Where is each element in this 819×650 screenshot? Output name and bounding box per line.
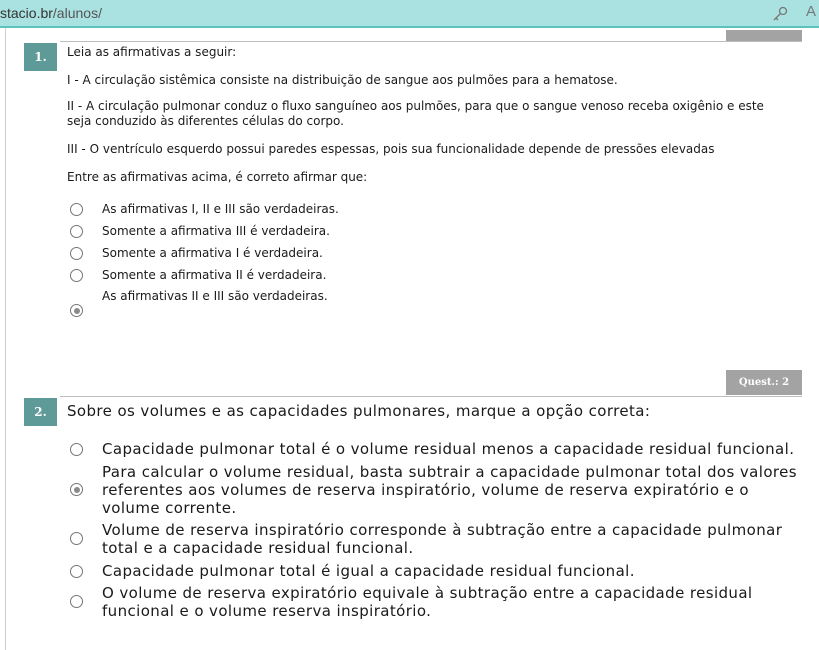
q1-option-2-label[interactable]: Somente a afirmativa III é verdadeira. <box>102 224 330 238</box>
q1-statement-3: III - O ventrículo esquerdo possui paredes espessas, pois sua funcionalidade depende de pressões elevadas <box>67 142 715 156</box>
q2-option-4-label[interactable]: Capacidade pulmonar total é igual a capacidade residual funcional. <box>102 562 635 580</box>
q2-option-2-label[interactable]: Para calcular o volume residual, basta subtrair a capacidade pulmonar total dos valores referentes aos volumes de reserva inspiratório, volume de reserva expiratório e o volume corrente. <box>102 463 797 517</box>
q1-statement-2: II - A circulação pulmonar conduz o fluxo sanguíneo aos pulmões, para que o sangue venoso receba oxigênio e este seja conduzido às diferentes células do corpo. <box>67 99 764 128</box>
q2-option-5-label[interactable]: O volume de reserva expiratório equivale à subtração entre a capacidade residual funcional e o volume reserva inspiratório. <box>102 584 753 620</box>
q1-option-5-label[interactable]: As afirmativas II e III são verdadeiras. <box>102 289 328 303</box>
q1-option-3-label[interactable]: Somente a afirmativa I é verdadeira. <box>102 246 323 260</box>
q2-option-1-label[interactable]: Capacidade pulmonar total é o volume residual menos a capacidade residual funcional. <box>102 440 795 458</box>
q1-option-4-label[interactable]: Somente a afirmativa II é verdadeira. <box>102 268 327 282</box>
reader-mode-icon[interactable]: A <box>806 3 817 20</box>
q1-option-4-radio[interactable] <box>70 269 83 282</box>
content-border <box>5 28 6 650</box>
q1-option-2-radio[interactable] <box>70 225 83 238</box>
q1-statement-1: I - A circulação sistêmica consiste na distribuição de sangue aos pulmões para a hematose. <box>67 73 618 87</box>
q1-option-3-radio[interactable] <box>70 247 83 260</box>
q1-intro: Leia as afirmativas a seguir: <box>67 45 237 59</box>
q1-separator <box>60 41 802 42</box>
url-path: /alunos/ <box>52 5 102 21</box>
q1-option-5-radio-selected[interactable] <box>70 304 83 317</box>
url-text[interactable] <box>0 5 102 21</box>
q2-option-3-radio[interactable] <box>70 532 83 545</box>
q2-separator <box>60 396 802 397</box>
q2-badge: Quest.: 2 <box>726 370 802 395</box>
q1-option-1-radio[interactable] <box>70 203 83 216</box>
q2-prompt: Sobre os volumes e as capacidades pulmonares, marque a opção correta: <box>67 402 651 420</box>
url-host: stacio.br <box>0 5 53 21</box>
q2-option-3-label[interactable]: Volume de reserva inspiratório corresponde à subtração entre a capacidade pulmonar total e a capacidade residual funcional. <box>102 521 783 557</box>
q2-option-5-radio[interactable] <box>70 595 83 608</box>
q1-prompt: Entre as afirmativas acima, é correto afirmar que: <box>67 170 368 184</box>
key-icon[interactable] <box>770 4 790 24</box>
q2-option-2-radio-selected[interactable] <box>70 483 83 496</box>
q2-option-1-radio[interactable] <box>70 443 83 456</box>
previous-question-badge <box>726 30 802 41</box>
q2-number-badge: 2. <box>24 398 57 426</box>
q2-option-4-radio[interactable] <box>70 565 83 578</box>
q1-number-badge: 1. <box>24 43 57 71</box>
q1-option-1-label[interactable]: As afirmativas I, II e III são verdadeiras. <box>102 202 339 216</box>
address-bar[interactable] <box>0 0 819 28</box>
